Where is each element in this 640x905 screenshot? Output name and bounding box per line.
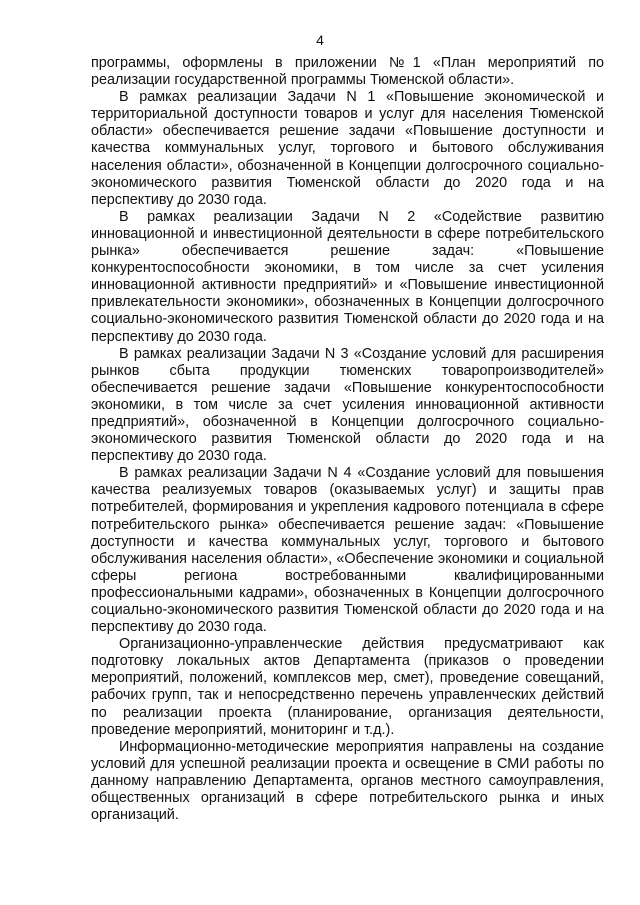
- paragraph-3: В рамках реализации Задачи N 2 «Содействие развитию инновационной и инвестиционной деятельности в сфере потребительского рынка» обеспечивается решение задач: «Повышение конкурентоспособности экономики, в том числе за счет усиления инновационной активности предприятий» и «Повышение инвестиционной привлекательности экономики», обозначенных в Концепции долгосрочного социально-экономического развития Тюменской области до 2020 года и на перспективу до 2030 года.: [91, 208, 604, 345]
- paragraph-5: В рамках реализации Задачи N 4 «Создание условий для повышения качества реализуемых товаров (оказываемых услуг) и защиты прав потребителей, формирования и укрепления кадрового потенциала в сфере потребительского рынка» обеспечивается решение задач: «Повышение доступности и качества коммунальных услуг, торгового и бытового обслуживания населения области», «Обеспечение экономики и социальной сферы региона востребованными квалифицированными профессиональными кадрами», обозначенных в Концепции долгосрочного социально-экономического развития Тюменской области до 2020 года и на перспективу до 2030 года.: [91, 465, 604, 636]
- paragraph-2: В рамках реализации Задачи N 1 «Повышение экономической и территориальной доступности товаров и услуг для населения Тюменской области» обеспечивается решение задачи «Повышение доступности и качества коммунальных услуг, торгового и бытового обслуживания населения области», обозначенной в Концепции долгосрочного социально-экономического развития Тюменской области до 2020 года и на перспективу до 2030 года.: [91, 89, 604, 208]
- document-body: [91, 55, 604, 824]
- paragraph-7: Информационно-методические мероприятия направлены на создание условий для успешной реализации проекта и освещение в СМИ работы по данному направлению Департамента, органов местного самоуправления, общественных организаций в сфере потребительского рынка и иных организаций.: [91, 738, 604, 824]
- paragraph-6: Организационно-управленческие действия предусматривают как подготовку локальных актов Департамента (приказов о проведении мероприятий, положений, комплексов мер, смет), проведение совещаний, рабочих групп, так и непосредственно перечень управленческих действий по реализации проекта (планирование, организация деятельности, проведение мероприятий, мониторинг и т.д.).: [91, 636, 604, 738]
- paragraph-1: программы, оформлены в приложении №1 «План мероприятий по реализации государственной программы Тюменской области».: [91, 55, 604, 89]
- paragraph-4: В рамках реализации Задачи N 3 «Создание условий для расширения рынков сбыта продукции тюменских товаропроизводителей» обеспечивается решение задачи «Повышение конкурентоспособности экономики, в том числе за счет усиления инновационной активности предприятий», обозначенной в Концепции долгосрочного социально-экономического развития Тюменской области до 2020 года и на перспективу до 2030 года.: [91, 345, 604, 465]
- page-number: 4: [316, 32, 324, 48]
